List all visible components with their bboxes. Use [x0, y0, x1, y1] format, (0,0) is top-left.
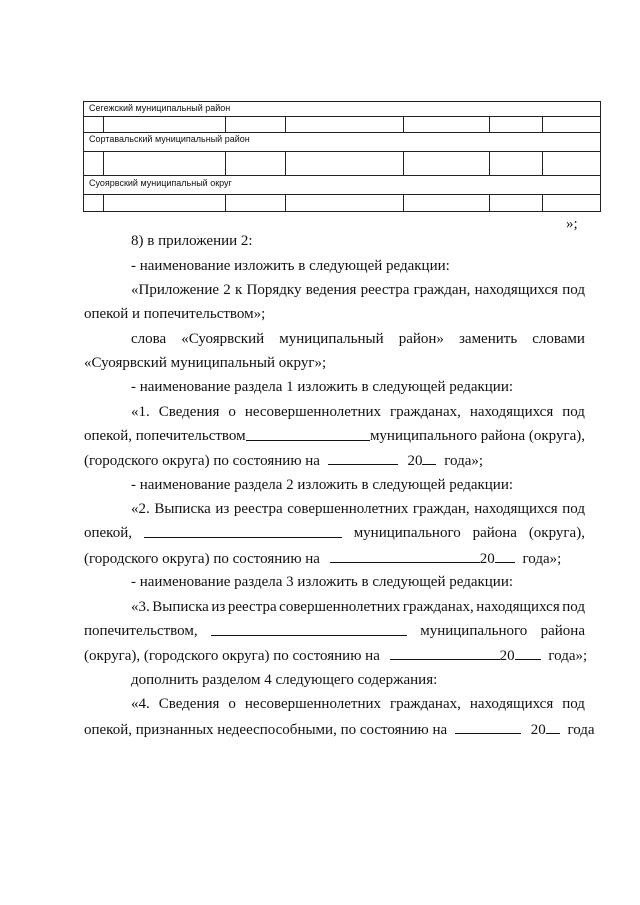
word: «2. [131, 501, 150, 517]
paragraph-name-intro: - наименование изложить в следующей редакции: [131, 258, 450, 274]
sec2-line3: (городского округа) по состоянию на 20 года»; [84, 551, 562, 567]
word: под [562, 696, 585, 712]
word: Выписка [152, 599, 209, 615]
word: ведения [305, 282, 357, 298]
word: совершеннолетних [287, 501, 409, 517]
word: граждан, [412, 501, 470, 517]
word: заменить [458, 331, 518, 347]
word: несовершеннолетних [244, 404, 381, 420]
word: находящихся [474, 282, 559, 298]
paragraph-item8: 8) в приложении 2: [131, 233, 253, 249]
word: гражданах, [402, 599, 474, 615]
blank-line [422, 451, 436, 465]
app-title-line1 [131, 281, 585, 299]
word: «4. [131, 696, 150, 712]
word: реестра [360, 282, 410, 298]
blank-line [330, 549, 480, 563]
word: совершеннолетних [279, 599, 401, 615]
sec1-line1 [131, 403, 585, 421]
word: к [234, 282, 243, 298]
word: район» [398, 331, 444, 347]
word: 2 [223, 282, 231, 298]
word: под [562, 404, 585, 420]
sec1-intro: - наименование раздела 1 изложить в следующей редакции: [131, 379, 514, 395]
app-title-line2: опекой и попечительством»; [84, 306, 266, 322]
table-divider [84, 175, 600, 176]
word: муниципальный [279, 331, 384, 347]
sec4-line1 [131, 695, 585, 713]
blank-line [211, 622, 407, 636]
sec2-line1 [131, 500, 585, 518]
word: «1. [131, 404, 150, 420]
blank-line [246, 427, 370, 441]
word: из [211, 599, 226, 615]
registry-table [83, 101, 601, 212]
word: из [215, 501, 230, 517]
table-divider [84, 194, 600, 195]
blank-line [455, 720, 521, 734]
table-row-label: Сегежский муниципальный район [89, 103, 231, 113]
sec2-intro: - наименование раздела 2 изложить в следующей редакции: [131, 477, 514, 493]
word: «Суоярвский [181, 331, 265, 347]
sec3-line2: попечительством, муниципального района [84, 623, 585, 639]
word: слова [131, 331, 167, 347]
sec3-line3: (округа), (городского округа) по состоянию на 20 года»; [84, 648, 588, 664]
word: реестра [233, 501, 283, 517]
word: Сведения [158, 404, 220, 420]
word: Выписка [154, 501, 211, 517]
word: гражданах, [389, 404, 461, 420]
blank-line [328, 451, 398, 465]
word: о [228, 696, 236, 712]
table-row-label: Сортавальский муниципальный район [89, 134, 250, 144]
word: гражданах, [389, 696, 461, 712]
word: находящихся [476, 599, 560, 615]
sec1-line3: (городского округа) по состоянию на 20 года»; [84, 453, 484, 469]
word: Порядку [246, 282, 302, 298]
table-divider [84, 151, 600, 152]
word: под [562, 599, 585, 615]
word: несовершеннолетних [244, 696, 381, 712]
word: под [562, 501, 585, 517]
word: под [562, 282, 585, 298]
word: находящихся [474, 501, 558, 517]
blank-line [515, 646, 541, 660]
sec2-line2: опекой, муниципального района (округа), [84, 525, 585, 541]
word: находящихся [469, 696, 554, 712]
sec4-line2: опекой, признанных недееспособными, по состоянию на 20 года [84, 722, 595, 738]
word: граждан, [413, 282, 471, 298]
word: Сведения [158, 696, 220, 712]
table-divider [84, 116, 600, 117]
blank-line [546, 720, 560, 734]
blank-line [495, 549, 515, 563]
add-section4: дополнить разделом 4 следующего содержания: [131, 672, 438, 688]
word: о [228, 404, 236, 420]
sec3-intro: - наименование раздела 3 изложить в следующей редакции: [131, 574, 514, 590]
table-divider [84, 132, 600, 133]
words-line1 [131, 330, 585, 348]
words-line2: «Суоярвский муниципальный округ»; [84, 355, 327, 371]
blank-line [390, 646, 500, 660]
table-row-label: Суоярвский муниципальный округ [89, 178, 232, 188]
word: словами [532, 331, 585, 347]
word: находящихся [469, 404, 554, 420]
blank-line [144, 524, 342, 538]
word: «Приложение [131, 282, 220, 298]
word: «3. [131, 599, 150, 615]
sec1-line2: опекой, попечительством муниципального района (округа), [84, 428, 585, 444]
closing-quote: »; [566, 216, 578, 232]
sec3-line1 [131, 598, 585, 616]
word: реестра [227, 599, 277, 615]
